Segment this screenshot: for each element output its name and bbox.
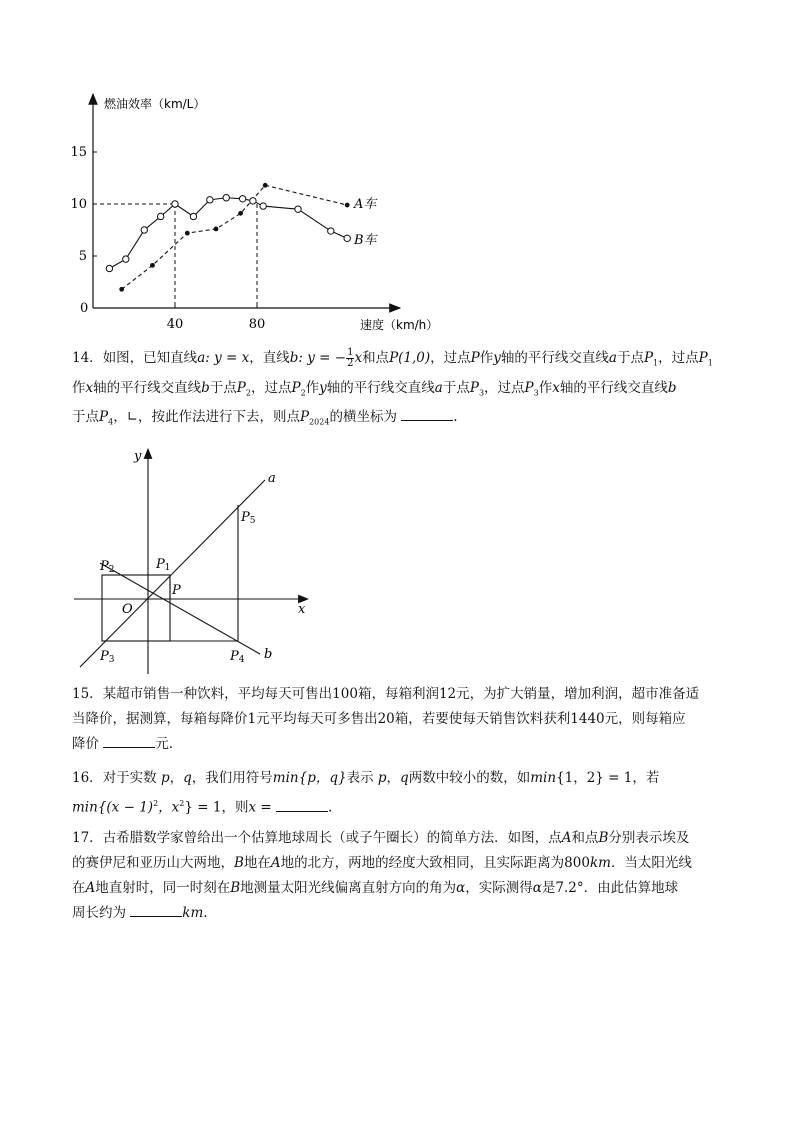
label-p3: P3 bbox=[100, 649, 115, 665]
problem-15-line-1: 15．某超市销售一种饮料，平均每天可售出100箱，每箱利润12元，为扩大销量，增加利润，超市准备适 bbox=[72, 686, 700, 702]
data-point-b bbox=[295, 206, 301, 212]
data-point-a bbox=[238, 211, 243, 216]
fraction-one-half: $\frac{1}{2}$ bbox=[347, 347, 354, 369]
answer-blank-16[interactable] bbox=[276, 797, 328, 812]
problem-15 bbox=[72, 682, 724, 757]
chart-x-label: 速度（km/h） bbox=[360, 318, 439, 332]
problem-16 bbox=[72, 766, 724, 821]
problem-15-line-2: 当降价，据测算，每箱每降价1元平均每天可多售出20箱，若要使每天销售饮料获利1440元，则每箱应 bbox=[72, 711, 686, 727]
label-origin: O bbox=[122, 602, 133, 617]
problem-16-line-2: $\min\{(x - 1)^2$，$x^2\} = 1$，则x = . bbox=[72, 791, 724, 821]
chart-origin-label: 0 bbox=[80, 301, 89, 316]
answer-blank-14[interactable] bbox=[401, 406, 453, 421]
data-point-b bbox=[190, 213, 196, 219]
label-b: b bbox=[264, 647, 273, 662]
construction-rectangle bbox=[102, 575, 170, 641]
problem-17 bbox=[72, 826, 724, 926]
data-point-a bbox=[345, 203, 350, 208]
problem-17-line-1: 17．古希腊数学家曾给出一个估算地球周长（或子午圈长）的简单方法．如图，点A和点B分别表示埃及 bbox=[72, 830, 690, 846]
data-point-a bbox=[150, 263, 155, 268]
chart-y-label: 燃油效率（km/L） bbox=[104, 97, 206, 111]
problem-14-line-1: 14．如图，已知直线a: y = x，直线b: y = − $\frac{1}{2}$ x和点P(1,0)，过点P作y轴的平行线交直线a于点$P_1$，过点$P_1$ bbox=[72, 347, 713, 369]
data-point-a bbox=[263, 183, 268, 188]
data-point-b bbox=[207, 197, 213, 203]
answer-blank-15[interactable] bbox=[103, 733, 155, 748]
coordinate-diagram bbox=[70, 446, 320, 678]
label-p1: P1 bbox=[156, 557, 171, 573]
problem-17-line-3: 在A地直射时，同一时刻在B地测量太阳光线偏离直射方向的角为α，实际测得α是7.2°．由此估算地球 bbox=[72, 880, 679, 896]
label-x: x bbox=[298, 602, 306, 617]
y-tick-label: 15 bbox=[70, 145, 87, 160]
data-point-b bbox=[250, 198, 256, 204]
data-point-b bbox=[172, 201, 178, 207]
problem-17-line-2: 的赛伊尼和亚历山大两地，B地在A地的北方，两地的经度大致相同，且实际距离为800km．当太阳光线 bbox=[72, 855, 692, 871]
label-p: P bbox=[172, 583, 181, 598]
data-point-b bbox=[141, 227, 147, 233]
series-line-a bbox=[122, 185, 348, 289]
data-point-a bbox=[185, 231, 190, 236]
data-point-b bbox=[157, 213, 163, 219]
y-tick-label: 5 bbox=[78, 249, 87, 264]
label-p5: P5 bbox=[241, 510, 256, 526]
answer-blank-17[interactable] bbox=[130, 902, 182, 917]
problem-14-line-2: 作x轴的平行线交直线b于点$P_2$，过点$P_2$作y轴的平行线交直线a于点$P_3$，过点$P_3$作x轴的平行线交直线b bbox=[72, 379, 677, 398]
series-label-b: B车 bbox=[354, 233, 377, 248]
data-point-b bbox=[223, 195, 229, 201]
problem-14 bbox=[72, 346, 724, 435]
label-y: y bbox=[134, 449, 142, 464]
fuel-efficiency-chart bbox=[60, 88, 460, 338]
data-point-b bbox=[344, 235, 350, 241]
x-tick-label: 80 bbox=[248, 317, 266, 332]
data-point-b bbox=[239, 196, 245, 202]
label-p4: P4 bbox=[230, 649, 245, 665]
series-label-a: A车 bbox=[354, 197, 377, 212]
y-tick-label: 10 bbox=[70, 197, 87, 212]
data-point-a bbox=[214, 227, 219, 232]
problem-17-line-4: 周长约为 km. bbox=[72, 901, 724, 926]
data-point-b bbox=[260, 203, 266, 209]
x-tick-label: 40 bbox=[166, 317, 184, 332]
problem-14-line-3: 于点$P_4$，∟，按此作法进行下去，则点$P_{2024}$的横坐标为 . bbox=[72, 405, 724, 435]
label-p2: P2 bbox=[100, 559, 115, 575]
problem-15-line-3: 降价 元． bbox=[72, 732, 724, 757]
label-a: a bbox=[268, 471, 276, 486]
data-point-a bbox=[119, 287, 124, 292]
data-point-b bbox=[328, 228, 334, 234]
data-point-b bbox=[106, 265, 112, 271]
problem-16-line-1: 16．对于实数 p，q，我们用符号min{p，q}表示 p，q两数中较小的数，如min{1，2} = 1，若 bbox=[72, 770, 660, 786]
data-point-b bbox=[123, 256, 129, 262]
